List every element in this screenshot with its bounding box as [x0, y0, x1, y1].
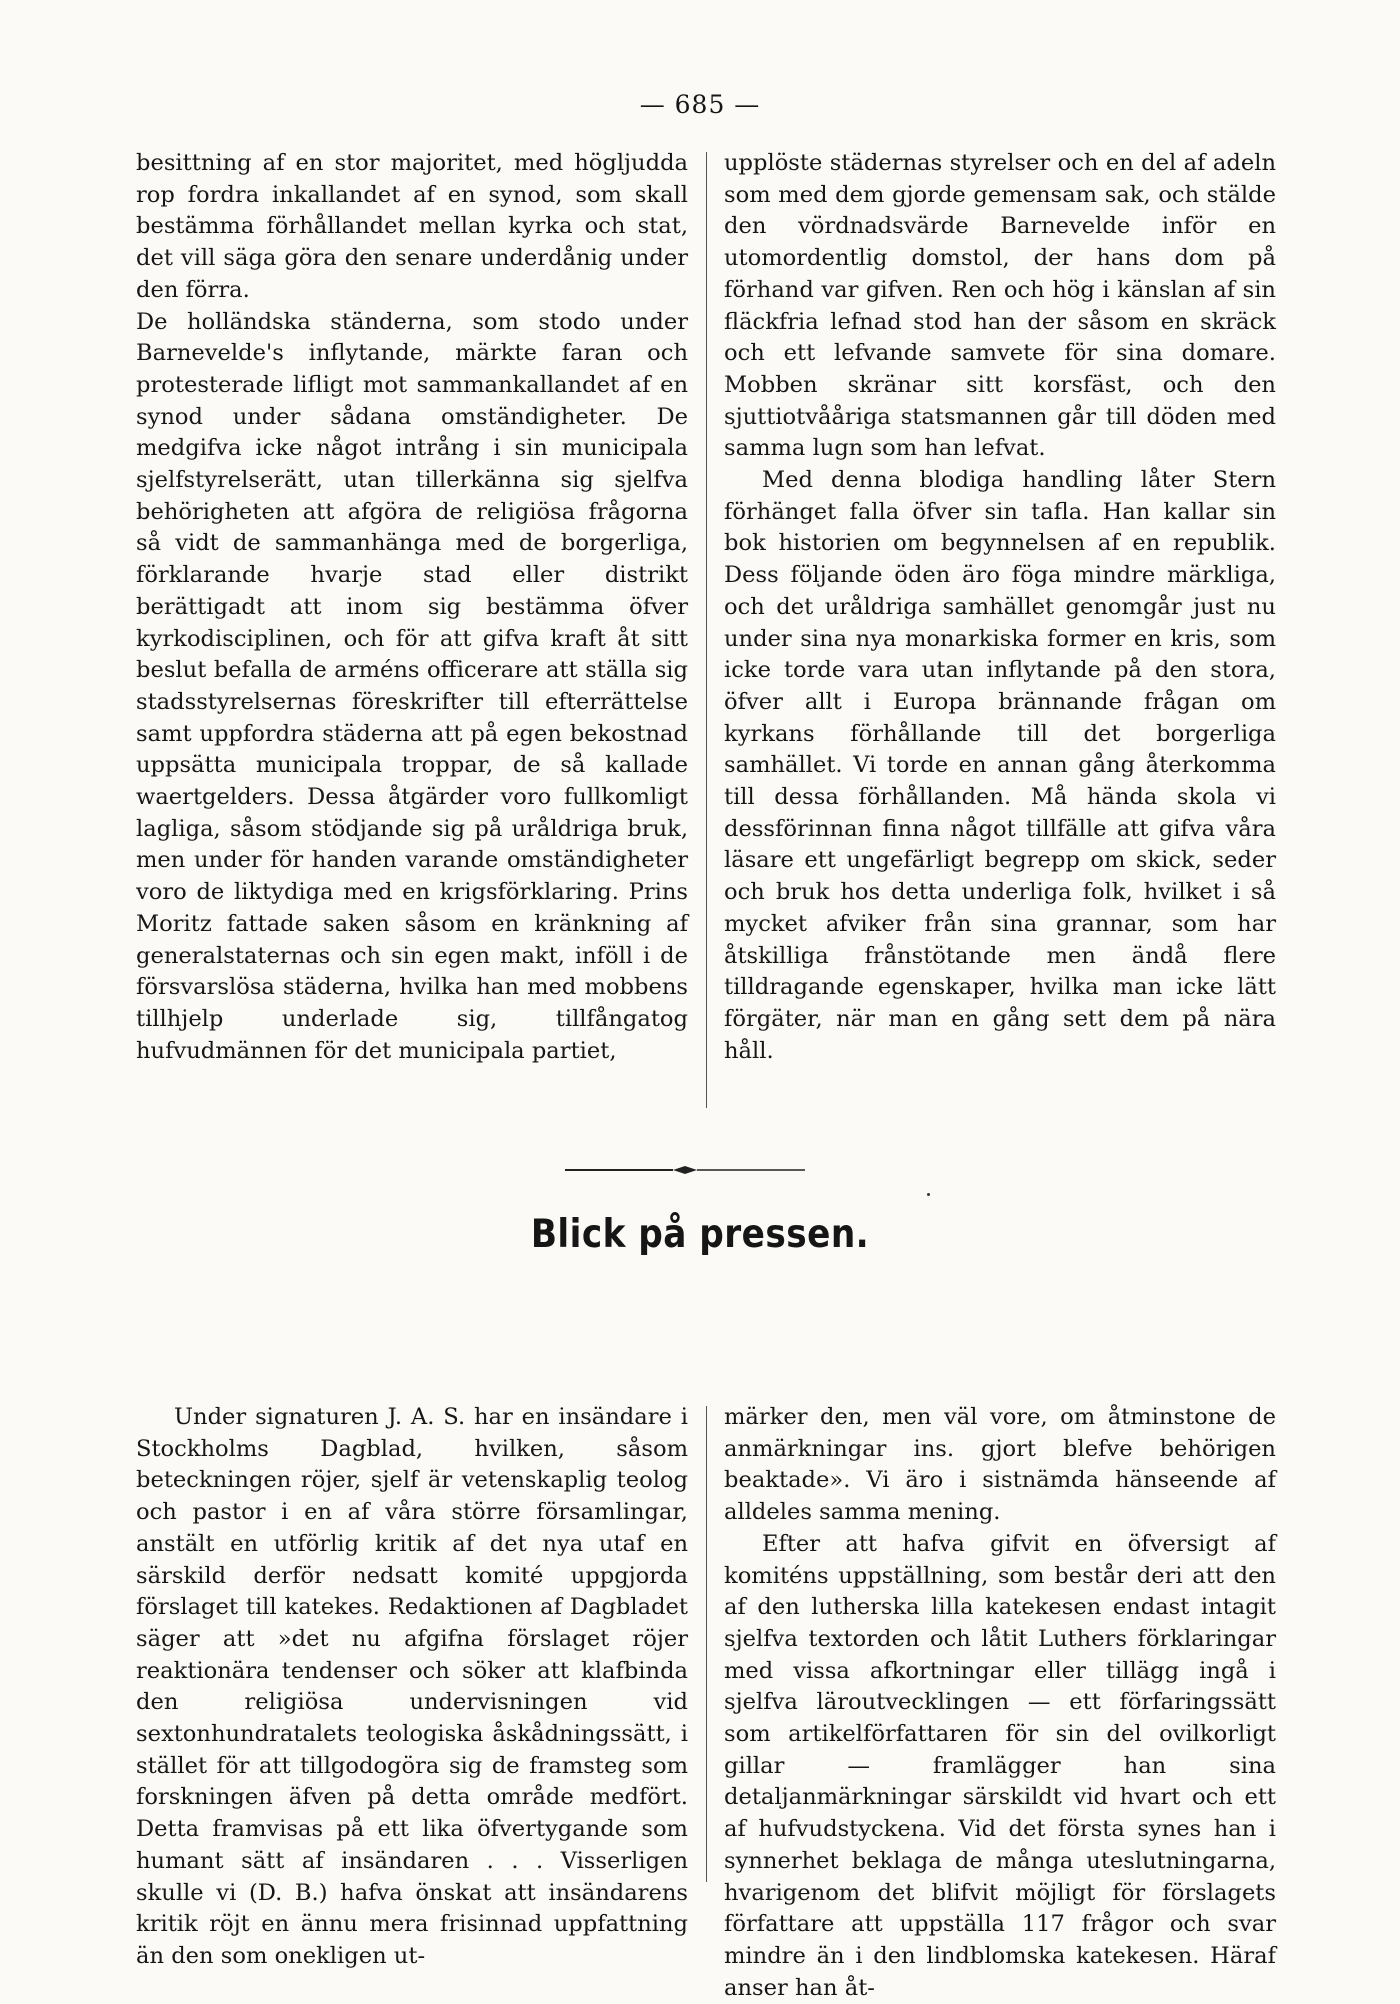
paragraph: Under signaturen J. A. S. har en insändare i Stockholms Dagblad, hvilken, såsom beteckningen röjer, sjelf är vetenskaplig teolog och pastor i en af våra större församlingar, anstält en utförlig kritik af det nya utaf en särskild derför nedsatt komité uppgjorda förslaget till katekes. Redaktionen af Dagbladet säger att »det nu afgifna förslaget röjer reaktionära tendenser och söker att klafbinda den religiösa undervisningen vid sextonhundratalets teologiska åskådningssätt, i stället för att tillgodogöra sig de framsteg som forskningen äfven på detta område medfört. Detta framvisas på ett lika öfvertygande som humant sätt af insändaren . . . Visserligen skulle vi (D. B.) hafva önskat att insändarens kritik röjt en ännu mera frisinnad uppfattning än den som onekligen ut- — [136, 1404, 688, 1969]
ornament-divider-icon — [565, 1164, 805, 1176]
paragraph: Efter att hafva gifvit en öfversigt af komiténs uppställning, som består deri att den af den lutherska lilla katekesen endast intagit sjelfva textorden och låtit Luthers förklaringar med vissa afkortningar eller tillägg ingå i sjelfva läroutvecklingen — ett förfaringssätt som artikelförfattaren för sin del ovilkorligt gillar — framlägger han sina detaljanmärkningar särskildt vid hvart och ett af hufvudstyckena. Vid det första synes han i synnerhet beklaga de många uteslutningarna, hvarigenom det blifvit möjligt för förslagets författare att uppställa 117 frågor och svar mindre än i den lindblomska katekesen. Häraf anser han åt- — [724, 1530, 1276, 2001]
column-divider — [706, 152, 707, 1108]
column-divider — [706, 1406, 707, 1882]
paragraph: upplöste städernas styrelser och en del af adeln som med dem gjorde gemensam sak, och stälde den vördnadsvärde Barnevelde inför en utomordentlig domstol, der hans dom på förhand var gifven. Ren och hög i känslan af sin fläckfria lefnad stod han der såsom en skräck och ett lefvande samvete för sina domare. Mobben skränar sitt korsfäst, och den sjuttiotvååriga statsmannen går till döden med samma lugn som han lefvat. — [724, 150, 1276, 462]
paragraph: märker den, men väl vore, om åtminstone de anmärkningar ins. gjort blefve behörigen beaktade». Vi äro i sistnämda hänseende af alldeles samma mening. — [724, 1404, 1276, 1526]
section-heading: Blick på pressen. — [530, 1212, 870, 1257]
bottom-left-column — [136, 1402, 688, 1973]
paragraph: De holländska ständerna, som stodo under Barnevelde's inflytande, märkte faran och protesterade lifligt mot sammankallandet af en synod under sådana omständigheter. De medgifva icke något intrång i sin municipala sjelfstyrelserätt, utan tillerkänna sig sjelfva behörigheten att afgöra de religiösa frågorna så vidt de sammanhänga med de borgerliga, förklarande hvarje stad eller distrikt berättigadt att inom sig bestämma öfver kyrkodisciplinen, och för att gifva kraft åt sitt beslut befalla de arméns officerare att ställa sig stadsstyrelsernas föreskrifter till efterrättelse samt uppfordra städerna att på egen bekostnad uppsätta municipala troppar, de så kallade waertgelders. Dessa åtgärder voro fullkomligt lagliga, såsom stödjande sig på uråldriga bruk, men under för handen varande omständigheter voro de liktydiga med en krigsförklaring. Prins Moritz fattade saken såsom en kränkning af generalstaternas och sin egen makt, inföll i de försvarslösa städerna, hvilka han med mobbens tillhjelp underlade sig, tillfångatog hufvudmännen för det municipala partiet, — [136, 308, 688, 1064]
page-number: — 685 — — [639, 90, 761, 119]
paragraph: besittning af en stor majoritet, med högljudda rop fordra inkallandet af en synod, som skall bestämma förhållandet mellan kyrka och stat, det vill säga göra den senare underdånig under den förra. — [136, 150, 688, 303]
bottom-right-column — [724, 1402, 1276, 2004]
top-columns — [136, 148, 1276, 1128]
top-right-column — [724, 148, 1276, 1067]
top-left-column — [136, 148, 688, 1067]
bottom-columns — [136, 1402, 1276, 2001]
paragraph: Med denna blodiga handling låter Stern förhänget falla öfver sin tafla. Han kallar sin bok historien om begynnelsen af en republik. Dess följande öden äro föga mindre märkliga, och det uråldriga samhället genomgår just nu under sina nya monarkiska former en kris, som icke torde vara utan inflytande på den stora, öfver allt i Europa brännande frågan om kyrkans förhållande till det borgerliga samhället. Vi torde en annan gång återkomma till dessa förhållanden. Må hända skola vi dessförinnan finna något tillfälle att gifva våra läsare ett ungefärligt begrepp om skick, seder och bruk hos detta underliga folk, hvilket i så mycket afviker från sina grannar, som har åtskilliga frånstötande men ändå flere tilldragande egenskaper, hvilka man icke lätt förgäter, när man en gång sett dem på nära håll. — [724, 467, 1276, 1064]
stray-dot — [927, 1193, 930, 1196]
